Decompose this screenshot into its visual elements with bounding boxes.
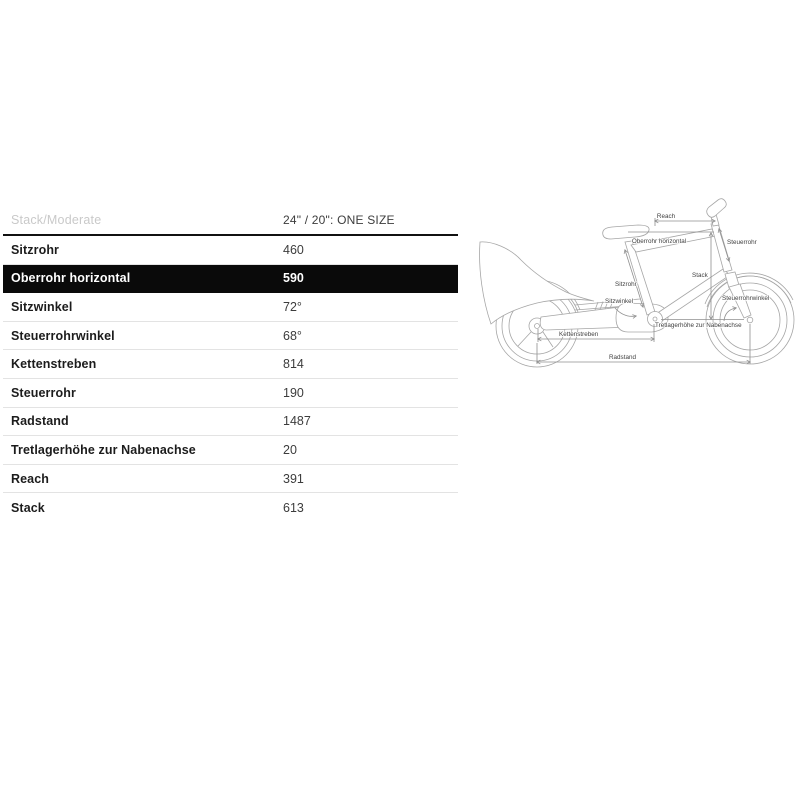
row-value: 460 (283, 242, 304, 257)
row-label: Radstand (11, 414, 69, 429)
table-row[interactable] (3, 436, 458, 465)
row-value: 814 (283, 357, 304, 372)
row-value: 1487 (283, 414, 311, 429)
geometry-table-header (3, 205, 458, 236)
tretlagerhoehe-label: Tretlagerhöhe zur Nabenachse (655, 322, 742, 329)
handlebar-icon (707, 199, 727, 226)
row-value: 20 (283, 442, 297, 457)
bike-geometry-diagram (478, 198, 798, 368)
row-label: Reach (11, 471, 50, 486)
row-label: Tretlagerhöhe zur Nabenachse (11, 442, 196, 457)
row-label: Steuerrohr (11, 385, 76, 400)
reach-label: Reach (656, 213, 676, 220)
table-row[interactable] (3, 379, 458, 408)
steuerrohr-label: Steuerrohr (727, 239, 757, 246)
table-row[interactable] (3, 236, 458, 265)
geometry-table-body (3, 236, 458, 522)
row-label: Steuerrohrwinkel (11, 328, 115, 343)
row-label: Sitzwinkel (11, 299, 73, 314)
sitzwinkel-label: Sitzwinkel (605, 298, 633, 305)
table-title: Stack/Moderate (11, 212, 102, 227)
row-value: 613 (283, 500, 304, 515)
radstand-label: Radstand (609, 354, 636, 361)
steuerrohrwinkel-label: Steuerrohrwinkel (722, 295, 770, 302)
oberrohr-label: Oberrohr horizontal (631, 238, 687, 245)
table-row[interactable] (3, 265, 458, 294)
table-row[interactable] (3, 293, 458, 322)
stack-label: Stack (692, 272, 708, 279)
table-row[interactable] (3, 493, 458, 522)
row-value: 68° (283, 328, 302, 343)
sitzrohr-label: Sitzrohr (615, 281, 637, 288)
table-row[interactable] (3, 350, 458, 379)
table-row[interactable] (3, 465, 458, 494)
size-column-header: 24" / 20": ONE SIZE (283, 212, 395, 227)
row-label: Stack (11, 500, 45, 515)
cargo-fairing-icon (480, 242, 594, 324)
row-label: Kettenstreben (11, 357, 97, 372)
row-value: 190 (283, 385, 304, 400)
row-label: Sitzrohr (11, 242, 60, 257)
table-row[interactable] (3, 408, 458, 437)
kettenstreben-label: Kettenstreben (559, 331, 599, 338)
row-label: Oberrohr horizontal (11, 271, 131, 286)
table-row[interactable] (3, 322, 458, 351)
geometry-table (3, 205, 458, 522)
row-value: 72° (283, 299, 302, 314)
row-value: 590 (283, 271, 304, 286)
row-value: 391 (283, 471, 304, 486)
